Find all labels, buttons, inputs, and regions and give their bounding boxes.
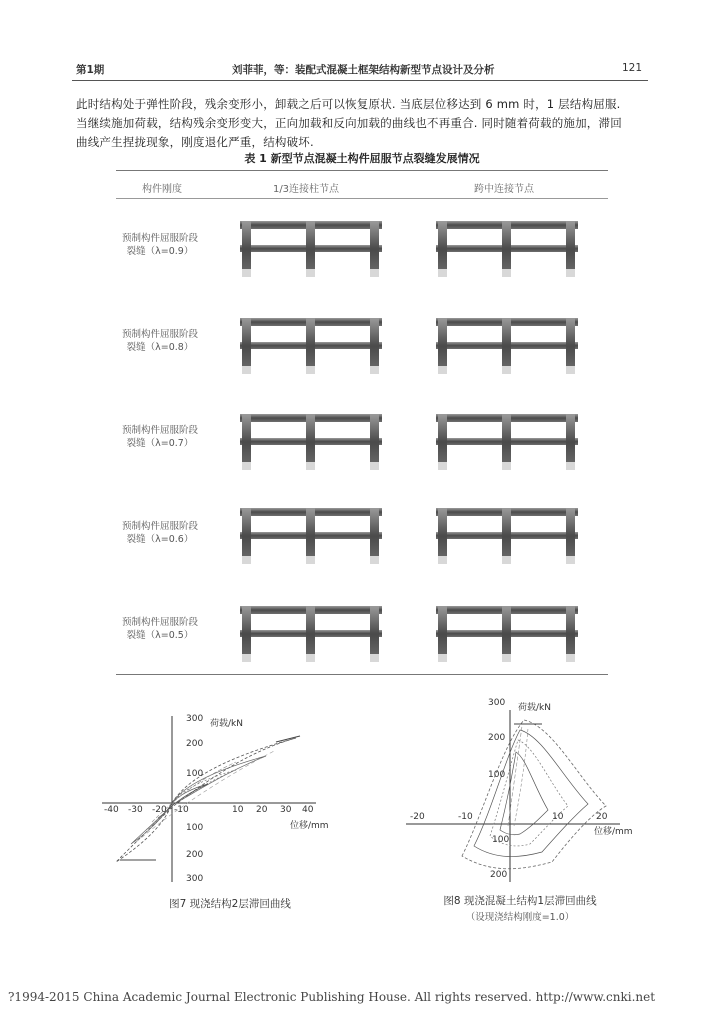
fig8-xtick-n20: -20: [410, 812, 425, 822]
body-line-1: 此时结构处于弹性阶段，残余变形小，卸载之后可以恢复原状. 当底层位移达到 6 mm 时，1 层结构屈服.: [76, 97, 621, 111]
fig8-hysteresis-chart: [402, 706, 626, 884]
fig8-ytick-200: 200: [488, 733, 506, 743]
table-row-label-5: 预制构件屈服阶段 裂缝（λ=0.5）: [121, 617, 198, 641]
fig7-ytick-neg100: 100: [186, 823, 204, 833]
table-row-label-1: 预制构件屈服阶段 裂缝（λ=0.9）: [121, 233, 198, 257]
fig7-xtick-n20: -20: [152, 805, 167, 815]
body-line-2: 当继续施加荷载，结构残余变形变大，正向加载和反向加载的曲线也不再重合. 同时随着荷载的施加，滞回: [76, 116, 622, 130]
fig8-ylabel: 荷载/kN: [518, 703, 551, 713]
fig8-xlabel: 位移/mm: [594, 827, 633, 837]
fig7-ylabel: 荷载/kN: [210, 719, 243, 729]
frame-image-row4-col1: [236, 502, 386, 568]
fig7-xtick-30: 30: [280, 805, 292, 815]
fig8-caption: 图8 现浇混凝土结构1层滞回曲线: [443, 895, 597, 907]
table-bottom-rule: [116, 674, 608, 675]
frame-image-row1-col1: [236, 215, 386, 281]
fig7-caption: 图7 现浇结构2层滞回曲线: [169, 898, 291, 910]
frame-image-row2-col2: [432, 312, 582, 378]
fig8-ytick-300: 300: [488, 698, 506, 708]
frame-image-row1-col2: [432, 215, 582, 281]
table-header-rule: [116, 198, 608, 199]
body-line-3: 曲线产生捏拢现象，刚度退化严重，结构破坏.: [76, 135, 314, 149]
fig8-ytick-neg200: 200: [490, 870, 508, 880]
fig7-xtick-20: 20: [256, 805, 268, 815]
fig7-xtick-10: 10: [232, 805, 244, 815]
fig7-xtick-n30: -30: [128, 805, 143, 815]
frame-image-row5-col1: [236, 600, 386, 666]
table-col-header-2: 1/3连接柱节点: [272, 184, 340, 195]
frame-image-row3-col1: [236, 408, 386, 474]
table-title: 表 1 新型节点混凝土构件屈服节点裂缝发展情况: [244, 152, 480, 165]
fig8-ytick-100: 100: [488, 770, 506, 780]
fig7-ytick-neg200: 200: [186, 850, 204, 860]
frame-image-row4-col2: [432, 502, 582, 568]
table-col-header-3: 跨中连接节点: [474, 184, 534, 195]
frame-image-row3-col2: [432, 408, 582, 474]
table-top-rule: [116, 170, 608, 171]
fig8-caption-note: （设现浇结构刚度=1.0）: [465, 912, 575, 923]
fig7-xtick-40: 40: [302, 805, 314, 815]
frame-image-row5-col2: [432, 600, 582, 666]
fig8-xtick-20: 20: [596, 812, 608, 822]
fig8-ytick-neg100: 100: [492, 835, 510, 845]
fig7-ytick-300: 300: [186, 714, 204, 724]
frame-image-row2-col1: [236, 312, 386, 378]
fig7-xtick-n40: -40: [104, 805, 119, 815]
fig7-ytick-100: 100: [186, 769, 204, 779]
table-col-header-1: 构件刚度: [142, 184, 182, 195]
fig7-xlabel: 位移/mm: [290, 821, 329, 831]
running-title: 刘菲菲，等：装配式混凝土框架结构新型节点设计及分析: [232, 64, 495, 76]
fig7-hysteresis-chart: [96, 712, 322, 890]
page-number: 121: [622, 62, 643, 74]
table-row-label-2: 预制构件屈服阶段 裂缝（λ=0.8）: [121, 329, 198, 353]
table-row-label-3: 预制构件屈服阶段 裂缝（λ=0.7）: [121, 425, 198, 449]
fig7-ytick-200: 200: [186, 739, 204, 749]
copyright-footer: ?1994-2015 China Academic Journal Electronic Publishing House. All rights reserved. http://www.cnki.net: [8, 990, 656, 1004]
fig8-xtick-n10: -10: [458, 812, 473, 822]
fig7-ytick-neg300: 300: [186, 874, 204, 884]
header-rule: [72, 80, 648, 81]
table-row-label-4: 预制构件屈服阶段 裂缝（λ=0.6）: [121, 521, 198, 545]
fig7-xtick-n10: -10: [174, 805, 189, 815]
fig8-xtick-10: 10: [552, 812, 564, 822]
journal-issue: 第1期: [76, 64, 105, 76]
